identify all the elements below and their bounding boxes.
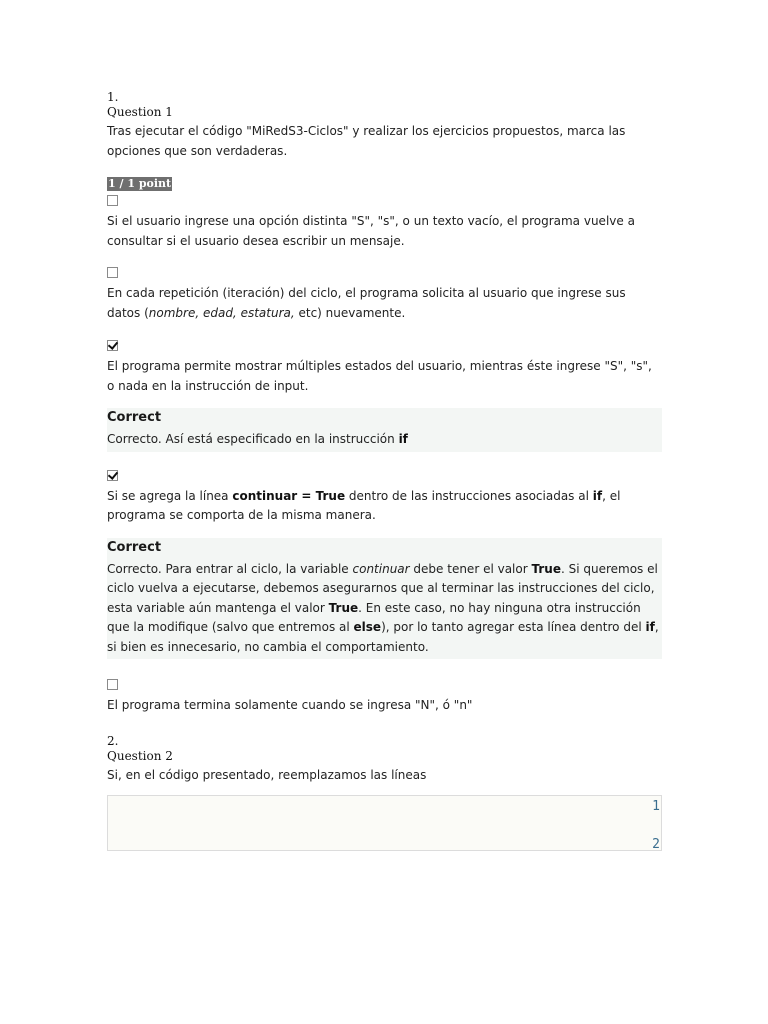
option-text: En cada repetición (iteración) del ciclo, el programa solicita al usuario que ingrese sus datos (nombre, edad, estatura, etc) nuevamente. (107, 286, 626, 320)
line-number: 2 (652, 837, 660, 852)
feedback-text: Correcto. Así está especificado en la instrucción if (107, 432, 408, 446)
code-block[interactable] (107, 795, 662, 851)
answer-option-3[interactable] (107, 340, 662, 396)
question-title: Question 1 (107, 105, 173, 119)
score-badge: 1 / 1 point (108, 177, 172, 190)
feedback-title: Correct (107, 410, 162, 425)
option-text: El programa permite mostrar múltiples estados del usuario, mientras éste ingrese "S", "s", o nada en la instrucción de input. (107, 359, 652, 393)
feedback-box (107, 408, 662, 452)
option-text: Si se agrega la línea continuar = True dentro de las instrucciones asociadas al if, el programa se comporta de la misma manera. (107, 488, 621, 522)
question-prompt: Si, en el código presentado, reemplazamos las líneas (107, 767, 427, 782)
checkbox-unchecked-icon[interactable] (107, 195, 118, 206)
checkbox-checked-icon[interactable] (107, 470, 118, 481)
question-prompt: Tras ejecutar el código "MiRedS3-Ciclos" y realizar los ejercicios propuestos, marca las opciones que son verdaderas. (107, 124, 626, 158)
answer-option-1[interactable] (107, 195, 662, 251)
answer-option-4[interactable] (107, 470, 662, 526)
answer-option-2[interactable] (107, 267, 662, 323)
checkbox-unchecked-icon[interactable] (107, 679, 118, 690)
question-number: 1. (107, 90, 119, 104)
feedback-box (107, 538, 662, 660)
question-2 (107, 734, 662, 852)
feedback-title: Correct (107, 539, 162, 555)
quiz-page (107, 90, 662, 851)
option-text: Si el usuario ingrese una opción distinta "S", "s", o un texto vacío, el programa vuelve a consultar si el usuario desea escribir un mensaje. (107, 214, 635, 248)
question-title: Question 2 (107, 748, 173, 763)
question-number: 2. (107, 733, 119, 748)
checkbox-unchecked-icon[interactable] (107, 267, 118, 278)
line-number: 1 (652, 799, 660, 814)
answer-option-5[interactable] (107, 679, 662, 716)
checkbox-checked-icon[interactable] (107, 340, 118, 351)
question-1 (107, 90, 662, 716)
option-text: El programa termina solamente cuando se ingresa "N", ó "n" (107, 698, 473, 712)
feedback-text: Correcto. Para entrar al ciclo, la variable continuar debe tener el valor True. Si queremos el ciclo vuelva a ejecutarse, debemos asegurarnos que al terminar las instrucciones del ciclo, esta variable aún mantenga el valor True. En este caso, no hay ninguna otra instrucción que la modifique (salvo que entremos al else), por lo tanto agregar esta línea dentro del if, si bien es innecesario, no cambia el comportamiento. (107, 561, 659, 654)
